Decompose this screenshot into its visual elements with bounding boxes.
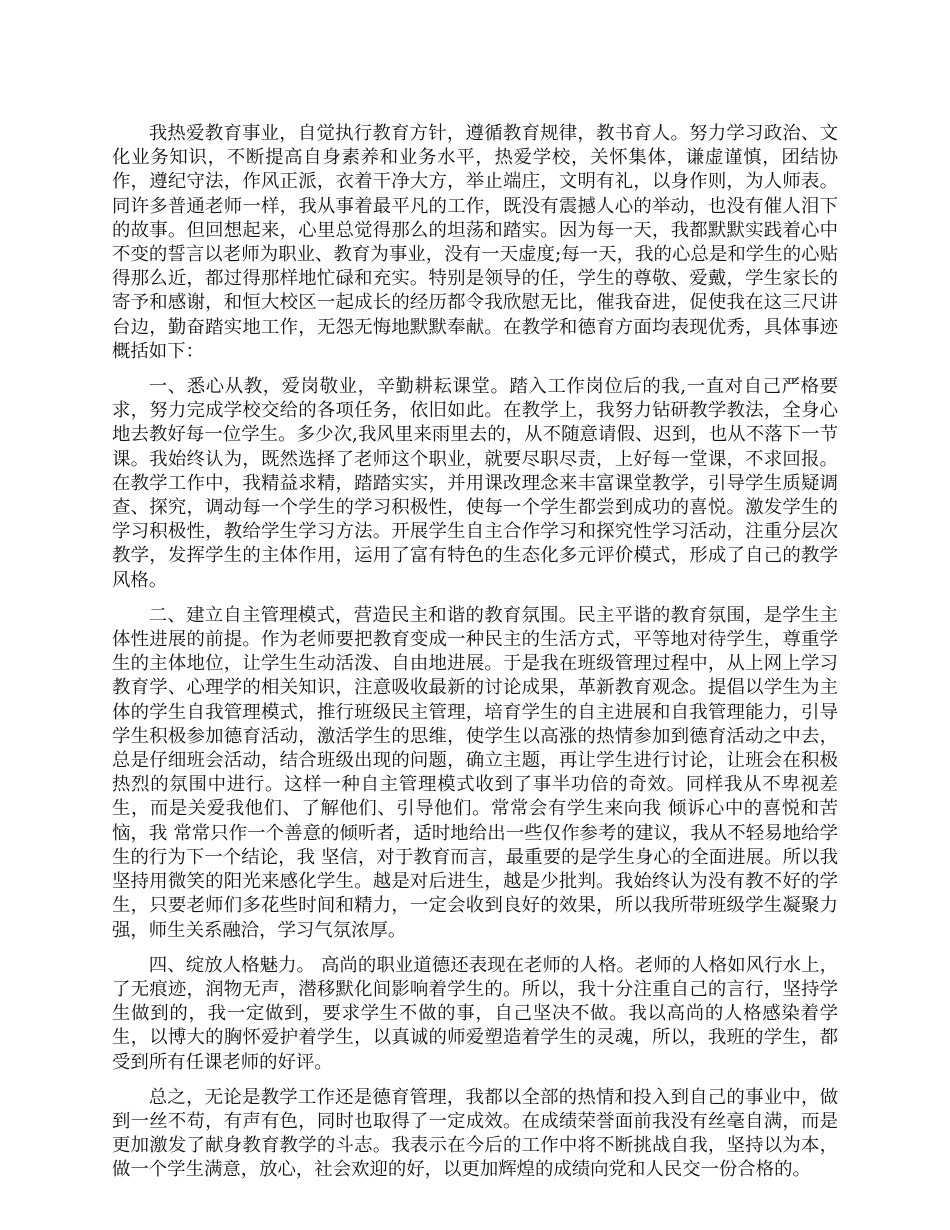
document-body <box>112 122 838 1194</box>
paragraph-intro: 我热爱教育事业，自觉执行教育方针，遵循教育规律，教书育人。努力学习政治、文化业务知识，不断提高自身素养和业务水平，热爱学校，关怀集体，谦虚谨慎，团结协作，遵纪守法，作风正派，衣着干净大方，举止端庄，文明有礼，以身作则，为人师表。同许多普通老师一样，我从事着最平凡的工作，既没有震撼人心的举动，也没有催人泪下的故事。但回想起来，心里总觉得那么的坦荡和踏实。因为每一天，我都默默实践着心中不变的誓言以老师为职业、教育为事业，没有一天虚度;每一天，我的心总是和学生的心贴得那么近，都过得那样地忙碌和充实。特别是领导的任，学生的尊敬、爱戴，学生家长的寄予和感谢，和恒大校区一起成长的经历都令我欣慰无比，催我奋进，促使我在这三尺讲台边，勤奋踏实地工作，无怨无悔地默默奉献。在教学和德育方面均表现优秀，具体事迹概括如下： <box>112 123 838 362</box>
paragraph-conclusion: 总之，无论是教学工作还是德育管理，我都以全部的热情和投入到自己的事业中，做到一丝不苟，有声有色，同时也取得了一定成效。在成绩荣誉面前我没有丝毫自满，而是更加激发了献身教育教学的斗志。我表示在今后的工作中将不断挑战自我，坚持以为本，做一个学生满意，放心，社会欢迎的好，以更加辉煌的成绩向党和人民交一份合格的。 <box>112 1086 838 1181</box>
paragraph-management: 二、建立自主管理模式，营造民主和谐的教育氛围。民主平谐的教育氛围，是学生主体性进展的前提。作为老师要把教育变成一种民主的生活方式，平等地对待学生，尊重学生的主体地位，让学生生动活泼、自由地进展。于是我在班级管理过程中，从上网上学习教育学、心理学的相关知识，注意吸收最新的讨论成果，革新教育观念。提倡以学生为主体的学生自我管理模式，推行班级民主管理，培育学生的自主进展和自我管理能力，引导学生积极参加德育活动，激活学生的思维，使学生以高涨的热情参加到德育活动之中去，总是仔细班会活动，结合班级出现的问题，确立主题，再让学生进行讨论，让班会在积极热烈的氛围中进行。这样一种自主管理模式收到了事半功倍的奇效。同样我从不卑视差生，而是关爱我他们、了解他们、引导他们。常常会有学生来向我 倾诉心中的喜悦和苦恼，我 常常只作一个善意的倾听者，适时地给出一些仅作参考的建议，我从不轻易地给学生的行为下一个结论，我 坚信，对于教育而言，最重要的是学生身心的全面进展。所以我 坚持用微笑的阳光来感化学生。越是对后进生，越是少批判。我始终认为没有教不好的学生，只要老师们多花些时间和精力，一定会收到良好的效果，所以我所带班级学生凝聚力强，师生关系融洽，学习气氛浓厚。 <box>112 604 838 941</box>
paragraph-teaching: 一、悉心从教，爱岗敬业，辛勤耕耘课堂。踏入工作岗位后的我,一直对自己严格要求，努力完成学校交给的各项任务，依旧如此。在教学上，我努力钻研教学教法，全身心地去教好每一位学生。多少次,我风里来雨里去的，从不随意请假、迟到，也从不落下一节课。我始终认为，既然选择了老师这个职业，就要尽职尽责，上好每一堂课，不求回报。在教学工作中，我精益求精，踏踏实实，并用课改理念来丰富课堂教学，引导学生质疑调查、探究，调动每一个学生的学习积极性，使每一个学生都尝到成功的喜悦。激发学生的学习积极性，教给学生学习方法。开展学生自主合作学习和探究性学习活动，注重分层次教学，发挥学生的主体作用，运用了富有特色的生态化多元评价模式，形成了自己的教学风格。 <box>112 376 838 591</box>
paragraph-personality: 四、绽放人格魅力。 高尚的职业道德还表现在老师的人格。老师的人格如风行水上，了无痕迹，润物无声，潜移默化间影响着学生的。所以，我十分注重自己的言行，坚持学生做到的，我一定做到，要求学生不做的事，自己坚决不做。我以高尚的人格感染着学生，以博大的胸怀爱护着学生，以真诚的师爱塑造着学生的灵魂，所以，我班的学生，都受到所有任课老师的好评。 <box>112 954 838 1073</box>
